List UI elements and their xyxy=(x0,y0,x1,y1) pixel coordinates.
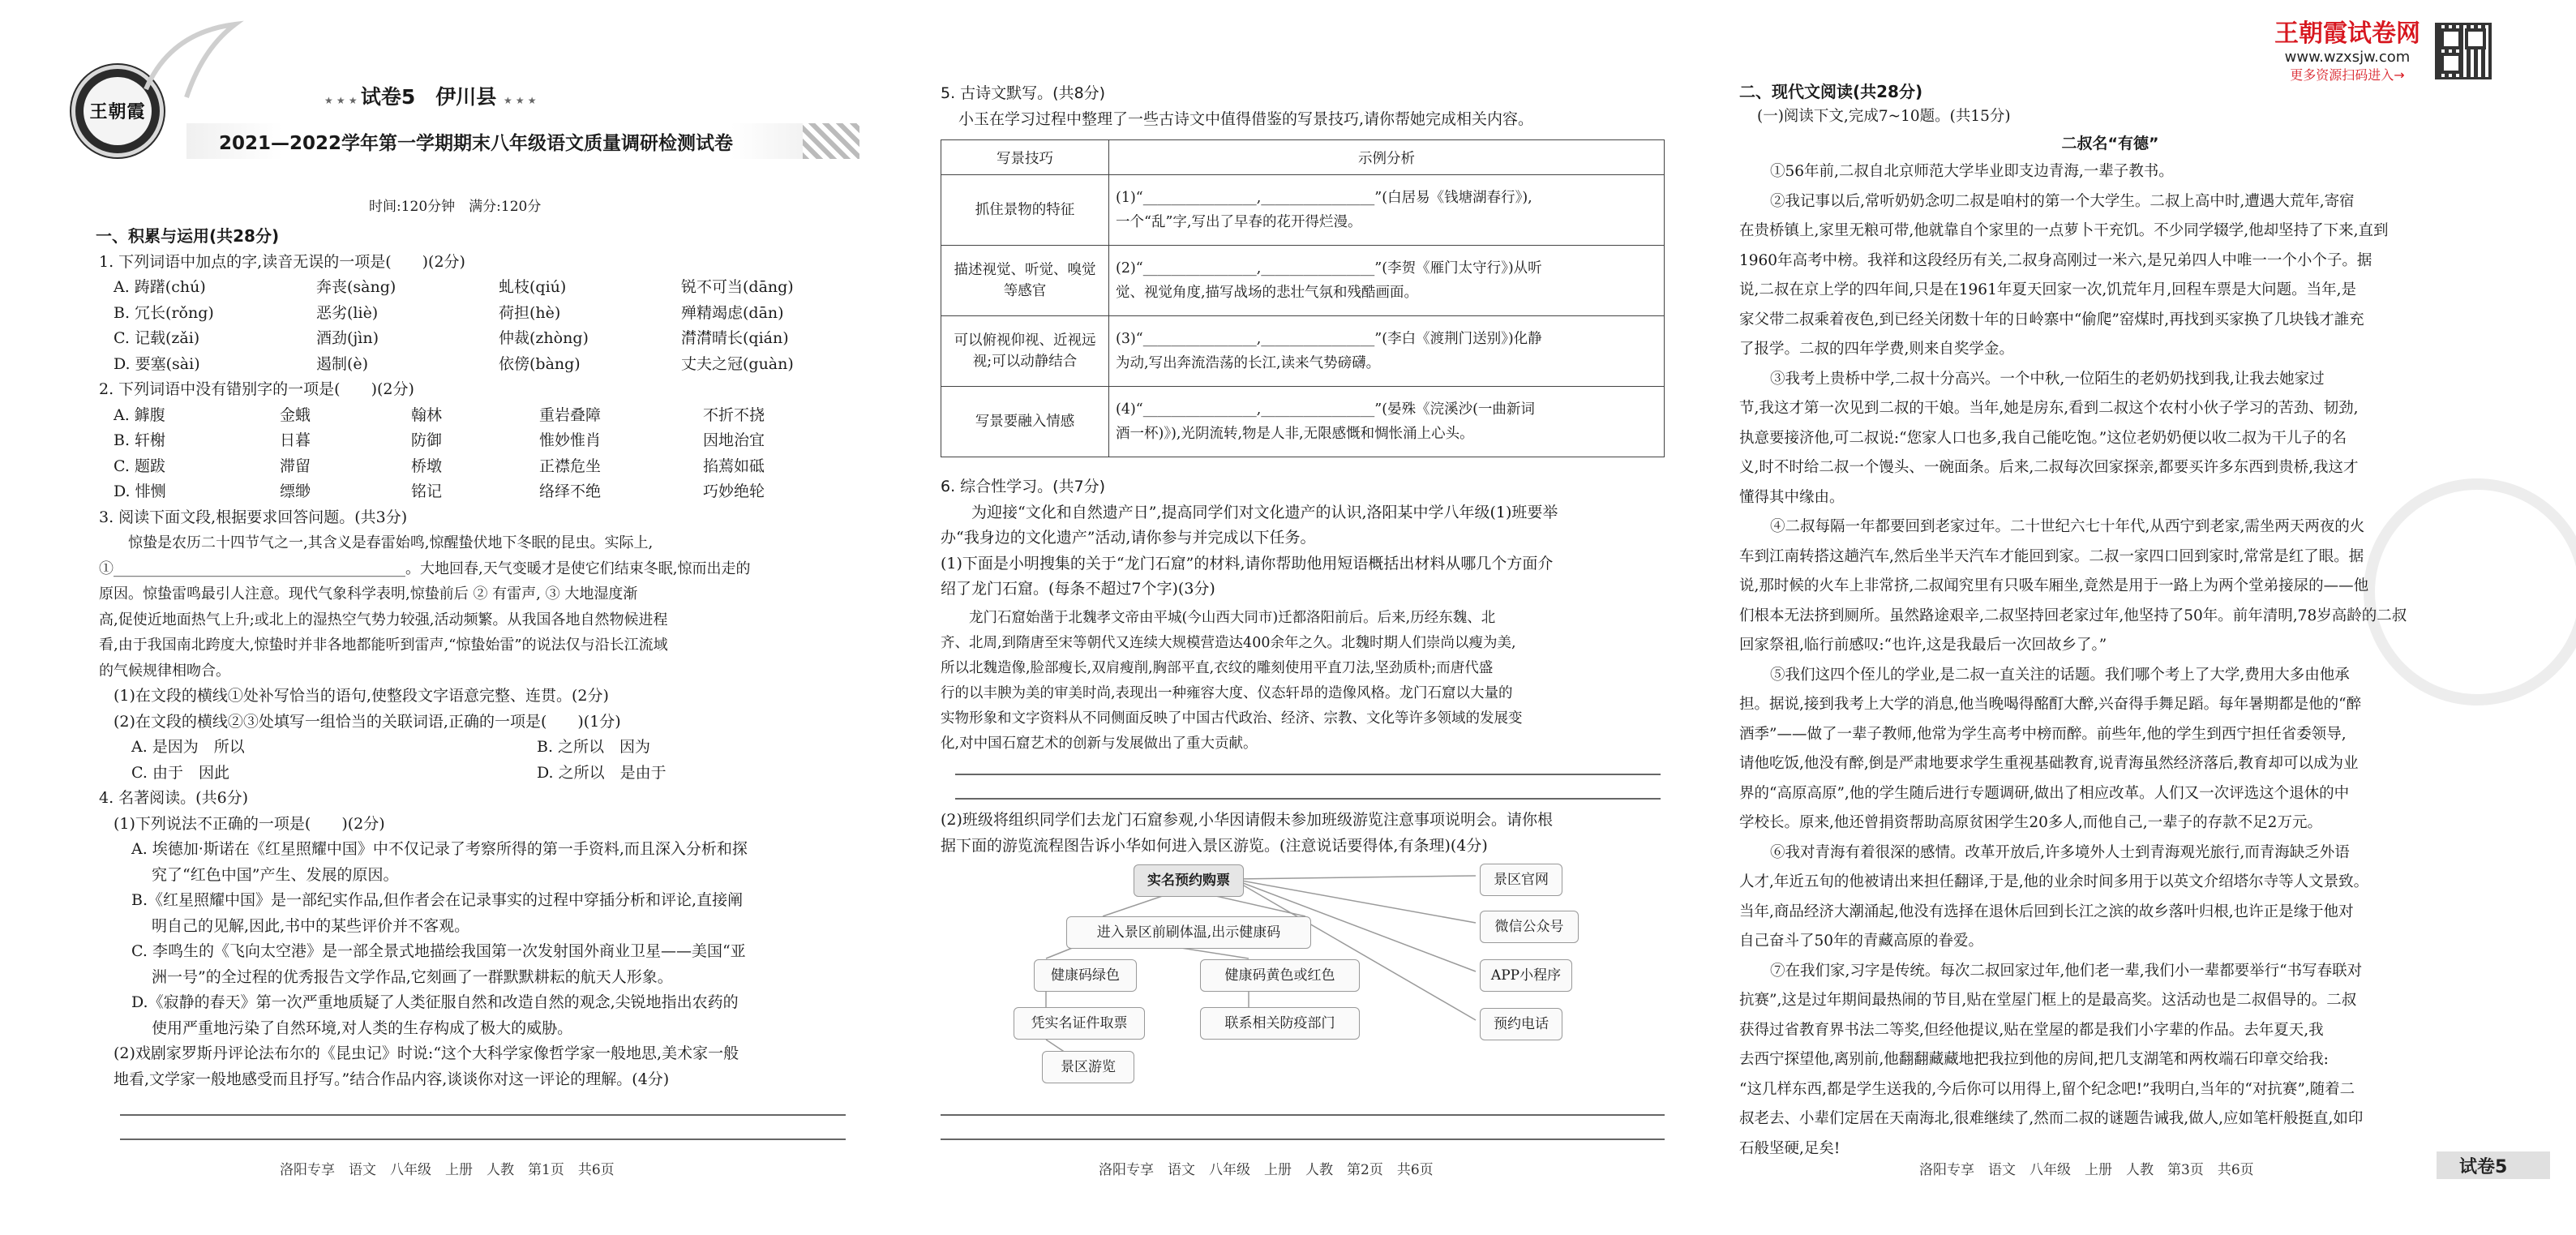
q1-options xyxy=(96,275,858,377)
paper-title: ★ ★ ★ 试卷5 伊川县 ★ ★ ★ xyxy=(324,85,537,109)
flow-node-app: APP小程序 xyxy=(1480,959,1572,992)
q2-option-row xyxy=(114,454,858,480)
q2-option-row xyxy=(114,428,858,454)
q1-option-row xyxy=(114,301,858,327)
example-line: (2)“________________,________________”(李贺《雁门太守行》)从听 xyxy=(1116,260,1542,277)
article-line: 叔老去、小辈们定居在天南海北,很难继续了,然而二叔的谜题告诫我,做人,应如笔杆般挺直,如印 xyxy=(1739,1110,2364,1127)
q3-passage xyxy=(96,530,858,684)
paper-subtitle-band xyxy=(186,123,827,159)
qr-code[interactable] xyxy=(2435,23,2492,79)
table-row xyxy=(941,246,1665,316)
article-line: 当年,商品经济大潮涌起,他没有选择在退休后回到长江之滨的故乡落叶归根,也许正是缘于他对 xyxy=(1739,903,2354,920)
q1-option-cell: 虬枝(qiú) xyxy=(499,278,567,296)
article-line: 家父带二叔乘着夜色,到已经关闭数十年的日岭寨中“偷爬”窑煤时,再找到买家换了几块钱才誰充 xyxy=(1739,311,2364,328)
q2-option-row xyxy=(114,479,858,505)
q6-sub1 xyxy=(941,551,1670,602)
example-line: 为动,写出奔流浩荡的长江,读来气势磅礴。 xyxy=(1116,355,1381,371)
flow-node-booking: 实名预约购票 xyxy=(1134,864,1244,897)
q3-sub2: (2)在文段的横线②③处填写一组恰当的关联词语,正确的一项是( )(1分) xyxy=(114,712,621,731)
article-line: 1960年高考中榜。我祥和这段经历有关,二叔身高刚过一米六,是兄弟四人中唯一一个小个子。据 xyxy=(1739,251,2372,269)
table-header-row xyxy=(941,140,1665,175)
article-line: 石般坚硬,足矣! xyxy=(1739,1139,1841,1157)
q1-option-row xyxy=(114,352,858,378)
technique-cell: 描述视觉、听觉、嗅觉等感官 xyxy=(941,246,1109,316)
q1-option-cell: 锐不可当(dāng) xyxy=(681,278,794,296)
q1-option-row xyxy=(114,326,858,352)
article-line: 车到江南转搭这趟汽车,然后坐半天汽车才能回到家。二叔一家四口回到家时,常常是红了眼。据 xyxy=(1739,547,2364,565)
q6-intro-line: 为迎接“文化和自然遗产日”,提高同学们对文化遗产的认识,洛阳某中学八年级(1)班要举 xyxy=(941,503,1558,521)
article-line: 界的“高原高原”,他的学生随后进行专题调研,做出了相应改革。人们又一次评选这个退休的中 xyxy=(1739,784,2350,802)
paper-number: 试卷5 xyxy=(2459,1157,2508,1177)
q4-option-line: B.《红星照耀中国》是一部纪实作品,但作者会在记录事实的过程中穿插分析和评论,直接阐 xyxy=(131,891,744,909)
passage-line: 所以北魏造像,脸部瘦长,双肩瘦削,胸部平直,衣纹的雕刻使用平直刀法,坚劲质朴;而唐代盛 xyxy=(941,659,1494,676)
q1-option-cell: A. 踌躇(chú) xyxy=(114,278,206,296)
flow-node-green-code: 健康码绿色 xyxy=(1034,959,1137,992)
q4-option-line: 明自己的见解,因此,书中的某些评价并不客观。 xyxy=(131,916,470,935)
article-line: ③我考上贵桥中学,二叔十分高兴。一个中秋,一位陌生的老奶奶找到我,让我去她家过 xyxy=(1770,370,2325,388)
q4-sub1: (1)下列说法不正确的一项是( )(2分) xyxy=(114,814,385,833)
table-row xyxy=(941,175,1665,246)
q1-option-cell: B. 冗长(rǒng) xyxy=(114,303,214,322)
article-line: 懂得其中缘由。 xyxy=(1739,488,1845,506)
article-line: 节,我这才第一次见到二叔的干娘。当年,她是房东,看到二叔这个农村小伙子学习的苦劲、韧劲, xyxy=(1739,400,2359,417)
table-header-skill: 写景技巧 xyxy=(941,140,1109,175)
q1-option-cell: D. 要塞(sài) xyxy=(114,354,200,373)
q2-option-cell: C. 题跋 xyxy=(114,457,165,475)
question-6: 6. 综合性学习。(共7分) xyxy=(941,478,1106,495)
q4-option-line: 究了“红色中国”产生、发展的原因。 xyxy=(131,865,399,884)
answer-line xyxy=(941,1139,1665,1140)
q2-option-cell: 惟妙惟肖 xyxy=(539,431,602,449)
q4-option-line: 洲一号”的全过程的优秀报告文学作品,它刻画了一群默默耕耘的航天人形象。 xyxy=(131,967,673,986)
passage-line: 齐、北周,到隋唐至宋等朝代又连续大规模营造达400余年之久。北魏时期人们崇尚以瘦为美, xyxy=(941,634,1516,651)
answer-line xyxy=(120,1139,846,1140)
q2-option-cell: 不折不挠 xyxy=(703,405,765,424)
q2-option-cell: 日暮 xyxy=(280,431,311,449)
article-line: ①56年前,二叔自北京师范大学毕业即支边青海,一辈子教书。 xyxy=(1770,163,2174,180)
answer-line xyxy=(120,1114,846,1116)
option-c: C. 由于 因此 xyxy=(131,763,229,782)
q4-sub2-line: 地看,文学家一般地感受而且抒写。”结合作品内容,谈谈你对这一评论的理解。(4分) xyxy=(114,1070,670,1088)
question-1: 1. 下列词语中加点的字,读音无误的一项是( )(2分) xyxy=(99,252,465,271)
q6-sub2-line: 据下面的游览流程图告诉小华如何进入景区游览。(注意说话要得体,有条理)(4分) xyxy=(941,836,1488,855)
page-footer: 洛阳专享 语文 八年级 上册 人教 第1页 共6页 xyxy=(280,1162,615,1178)
article-line: 去西宁探望他,离别前,他翻翻藏藏地把我拉到他的房间,把几支湖笔和两枚端石印章交给我: xyxy=(1739,1051,2329,1068)
q2-options xyxy=(96,403,858,505)
q1-option-cell: 恶劣(liè) xyxy=(316,303,379,322)
table-row xyxy=(941,316,1665,387)
q3-options xyxy=(96,735,858,786)
q2-option-cell: D. 悱恻 xyxy=(114,482,166,500)
article-line: 了报学。二叔的四年学费,则来自奖学金。 xyxy=(1739,341,2014,358)
q4-sub2 xyxy=(96,1041,858,1092)
example-cell xyxy=(1109,246,1665,316)
q1-option-cell: 丈夫之冠(guàn) xyxy=(681,354,794,373)
passage-line: ①________________________________________。大地回春,天气变暖才是使它们结束冬眠,惊而出走的 xyxy=(99,560,751,577)
example-line: (4)“________________,________________”(晏殊《浣溪沙(一曲新词 xyxy=(1116,401,1535,418)
scan-hint: 更多资源扫码进入→ xyxy=(2290,67,2405,83)
option-a: A. 是因为 所以 xyxy=(131,738,245,756)
writing-technique-table xyxy=(941,139,1665,457)
star-icon: ★ ★ ★ xyxy=(503,95,537,106)
example-line: (3)“________________,________________”(李白《渡荆门送别》)化静 xyxy=(1116,331,1542,347)
technique-cell: 写景要融入情感 xyxy=(941,387,1109,457)
q1-option-cell: 殚精竭虑(dān) xyxy=(681,303,784,322)
article-line: ⑦在我们家,习字是传统。每次二叔回家过年,他们老一辈,我们小一辈都要举行“书写春联对 xyxy=(1770,962,2363,980)
q1-option-cell: 酒劲(jìn) xyxy=(316,329,379,347)
article-line: ⑤我们这四个侄儿的学业,是二叔一直关注的话题。我们哪个考上了大学,费用大多由他承 xyxy=(1770,666,2350,684)
q2-option-cell: 掐蔫如砥 xyxy=(703,457,765,475)
example-cell xyxy=(1109,316,1665,387)
q1-option-row xyxy=(114,275,858,301)
question-4: 4. 名著阅读。(共6分) xyxy=(99,789,249,807)
table-header-example: 示例分析 xyxy=(1109,140,1665,175)
q1-option-cell: 依傍(bàng) xyxy=(499,354,581,373)
q6-sub1-line: (1)下面是小明搜集的关于“龙门石窟”的材料,请你帮助他用短语概括出材料从哪几个方面介 xyxy=(941,554,1554,572)
q6-passage xyxy=(941,606,1670,757)
article-line: 担。据说,接到我考上大学的消息,他当晚喝得酩酊大醉,兴奋得手舞足蹈。每年暑期都是他的“醉 xyxy=(1739,696,2362,713)
logo-text: 王朝霞 xyxy=(89,101,146,122)
q2-option-cell: 缥缈 xyxy=(280,482,311,500)
q1-option-cell: C. 记载(zǎi) xyxy=(114,329,200,347)
q6-intro xyxy=(941,500,1670,551)
article-line: “这几样东西,都是学生送我的,今后你可以用得上,留个纪念吧!”我明白,当年的“对抗赛”,随着二 xyxy=(1739,1080,2355,1098)
passage-line: 行的以丰腴为美的审美时尚,表现出一种雍容大度、仪态轩昂的造像风格。龙门石窟以大量的 xyxy=(941,684,1513,701)
paper-subtitle: 2021—2022学年第一学期期末八年级语文质量调研检测试卷 xyxy=(219,133,734,154)
q2-option-cell: 络绎不绝 xyxy=(539,482,602,500)
band-pattern xyxy=(803,123,859,159)
example-cell xyxy=(1109,175,1665,246)
q3-sub1: (1)在文段的横线①处补写恰当的语句,使整段文字语意完整、连贯。(2分) xyxy=(114,687,609,705)
q2-option-cell: 金蛾 xyxy=(280,405,311,424)
article-line: 学校长。原来,他还曾捐资帮助高原贫困学生20多人,而他自己,一辈子的存款不足2万元。 xyxy=(1739,814,2322,831)
passage-line: 看,由于我国南北跨度大,惊蛰时并非各地都能听到雷声,“惊蛰始雷”的说法仅与沿长江流域 xyxy=(99,637,668,654)
q6-intro-line: 办“我身边的文化遗产”活动,请你参与并完成以下任务。 xyxy=(941,529,1316,547)
q6-sub1-line: 绍了龙门石窟。(每条不超过7个字)(3分) xyxy=(941,580,1215,598)
flow-node-official-site: 景区官网 xyxy=(1480,864,1562,896)
section-title: 二、现代文阅读(共28分) xyxy=(1739,82,1923,101)
article-line: ⑥我对青海有着很深的感情。改革开放后,许多境外人士到青海观光旅行,而青海缺乏外语 xyxy=(1770,843,2350,861)
q2-option-row xyxy=(114,403,858,429)
question-5: 5. 古诗文默写。(共8分) xyxy=(941,84,1106,102)
star-icon: ★ ★ ★ xyxy=(324,95,361,106)
example-line: 觉、视觉角度,描写战场的悲壮气氛和残酷画面。 xyxy=(1116,285,1419,301)
q2-option-cell: 铭记 xyxy=(411,482,443,500)
flow-node-entry: 进入景区前刷体温,出示健康码 xyxy=(1066,916,1311,949)
q2-option-cell: 巧妙绝轮 xyxy=(703,482,765,500)
time-info: 时间:120分钟 满分:120分 xyxy=(369,199,542,215)
article-line: 请他吃饭,他没有醉,倒是严肃地要求学生重视基础教育,说青海虽然经济落后,教育却可以成为业 xyxy=(1739,755,2359,772)
page-footer: 洛阳专享 语文 八年级 上册 人教 第2页 共6页 xyxy=(1099,1162,1434,1178)
q2-option-cell: 正襟危坐 xyxy=(539,457,602,475)
page-footer: 洛阳专享 语文 八年级 上册 人教 第3页 共6页 xyxy=(1919,1162,2254,1178)
q1-option-cell: 遏制(è) xyxy=(316,354,369,373)
passage-line: 惊蛰是农历二十四节气之一,其含义是春雷始鸣,惊醒蛰伏地下冬眠的昆虫。实际上, xyxy=(99,534,654,551)
article-line: 执意要接济他,可二叔说:“您家人口也多,我自己能吃饱。”这位老奶奶便以收二叔为干儿子的名 xyxy=(1739,429,2347,447)
article-title: 二叔名“有德” xyxy=(2061,135,2159,152)
article-line: 说,二叔在京上学的四年间,只是在1961年夏天回家一次,饥荒年月,回程车票是大问题。当年,是 xyxy=(1739,281,2356,298)
passage-line: 实物形象和文字资料从不同侧面反映了中国古代政治、经济、宗教、文化等许多领域的发展变 xyxy=(941,710,1523,727)
q1-option-cell: 奔丧(sàng) xyxy=(316,278,396,296)
example-cell xyxy=(1109,387,1665,457)
q1-option-cell: 潸潸晴长(qián) xyxy=(681,329,789,347)
answer-line xyxy=(955,798,1661,800)
paper-number-tab xyxy=(2437,1151,2550,1179)
article-line: 义,时不时给二叔一个馒头、一碗面条。后来,二叔每次回家探亲,都要买许多东西到贵桥,我这才 xyxy=(1739,459,2359,476)
q6-sub2 xyxy=(941,808,1670,859)
q4-sub2-line: (2)戏剧家罗斯丹评论法布尔的《昆虫记》时说:“这个大科学家像哲学家一般地思,美术家一般 xyxy=(114,1044,739,1062)
technique-cell: 抓住景物的特征 xyxy=(941,175,1109,246)
article-line: ④二叔每隔一年都要回到老家过年。二十世纪六七十年代,从西宁到老家,需坐两天两夜的火 xyxy=(1770,518,2365,535)
flow-node-ticket: 凭实名证件取票 xyxy=(1014,1007,1145,1040)
passage-line: 化,对中国石窟艺术的创新与发展做出了重大贡献。 xyxy=(941,735,1258,752)
flow-node-tour: 景区游览 xyxy=(1042,1051,1134,1083)
q4-option-line: A. 埃德加·斯诺在《红星照耀中国》中不仅记录了考察所得的第一手资料,而且深入分析和探 xyxy=(131,840,748,858)
q2-option-cell: 桥墩 xyxy=(411,457,443,475)
article-line: 们根本无法挤到厕所。虽然路途艰辛,二叔坚持回老家过年,他坚持了50年。前年清明,78岁高龄的二叔 xyxy=(1739,607,2407,624)
site-brand xyxy=(2266,19,2428,84)
q6-sub2-line: (2)班级将组织同学们去龙门石窟参观,小华因请假未参加班级游览注意事项说明会。请你根 xyxy=(941,811,1553,829)
q1-option-cell: 仲裁(zhòng) xyxy=(499,329,589,347)
page-1 xyxy=(89,0,851,1235)
flow-node-wechat: 微信公众号 xyxy=(1480,911,1579,943)
technique-cell: 可以俯视仰视、近视远视;可以动静结合 xyxy=(941,316,1109,387)
q2-option-cell: 滞留 xyxy=(280,457,311,475)
flow-node-phone: 预约电话 xyxy=(1480,1008,1562,1040)
table-row xyxy=(941,387,1665,457)
question-3: 3. 阅读下面文段,根据要求回答问题。(共3分) xyxy=(99,508,408,526)
example-line: (1)“________________,________________”(白居易《钱塘湖春行》), xyxy=(1116,190,1532,206)
q4-options xyxy=(96,837,858,1041)
brush-decoration xyxy=(138,16,251,105)
flow-node-yellow-red-code: 健康码黄色或红色 xyxy=(1200,959,1360,992)
q2-option-cell: 重岩叠障 xyxy=(539,405,602,424)
site-name: 王朝霞试卷网 xyxy=(2274,19,2420,48)
page-2 xyxy=(941,0,1670,1235)
article-line: 抗赛”,这是过年期间最热闹的节目,贴在堂屋门框上的是最高奖。这活动也是二叔倡导的。二叔 xyxy=(1739,992,2357,1009)
example-line: 一个“乱”字,写出了早春的花开得烂漫。 xyxy=(1116,214,1362,230)
article-line: 酒季”——做了一辈子教师,他常为学生高考中榜而醉。前些年,他的学生到西宁担任省委领导, xyxy=(1739,725,2347,743)
article-line: 在贵桥镇上,家里无粮可带,他就靠自个家里的一点萝卜干充饥。不少同学辍学,他却坚持了下来,直到 xyxy=(1739,222,2389,239)
q4-option-line: D.《寂静的春天》第一次严重地质疑了人类征服自然和改造自然的观念,尖锐地指出农药的 xyxy=(131,993,739,1011)
passage-line: 原因。惊蛰雷鸣最引人注意。现代气象科学表明,惊蛰前后 ② 有雷声, ③ 大地湿度渐 xyxy=(99,585,638,602)
passage-line: 的气候规律相吻合。 xyxy=(99,662,230,680)
article-body xyxy=(1739,157,2481,1164)
article-line: 回家祭祖,临行前感叹:“也许,这是我最后一次回故乡了。” xyxy=(1739,637,2107,654)
q4-option-line: 使用严重地污染了自然环境,对人类的生存构成了极大的威胁。 xyxy=(131,1018,573,1037)
option-d: D. 之所以 是由于 xyxy=(537,763,667,782)
question-2: 2. 下列词语中没有错别字的一项是( )(2分) xyxy=(99,380,414,398)
q2-option-cell: 因地治宜 xyxy=(703,431,765,449)
answer-line xyxy=(941,1114,1665,1116)
answer-line xyxy=(955,774,1661,775)
q2-option-cell: 翰林 xyxy=(411,405,443,424)
section-title: 一、积累与运用(共28分) xyxy=(96,226,280,246)
article-line: ②我记事以后,常听奶奶念叨二叔是咱村的第一个大学生。二叔上高中时,遭遇大荒年,寄宿 xyxy=(1770,192,2355,210)
passage-line: 龙门石窟始凿于北魏孝文帝由平城(今山西大同市)迁都洛阳前后。后来,历经东魏、北 xyxy=(941,609,1496,626)
subsection-title: (一)阅读下文,完成7~10题。(共15分) xyxy=(1757,108,2011,125)
article-line: 自己奋斗了50年的青藏高原的眷爱。 xyxy=(1739,933,1984,950)
site-url[interactable]: www.wzxsjw.com xyxy=(2284,49,2411,66)
section-accumulation xyxy=(96,224,858,1092)
article-line: 人才,年近五旬的他被请出来担任翻译,于是,他的业余时间多用于以英文介绍塔尔寺等人文景致。 xyxy=(1739,873,2369,890)
example-line: 酒一杯)》),光阴流转,物是人非,无限感慨和惆怅涌上心头。 xyxy=(1116,426,1474,442)
page-3 xyxy=(1739,0,2508,1235)
flow-node-epidemic: 联系相关防疫部门 xyxy=(1200,1007,1360,1040)
option-b: B. 之所以 因为 xyxy=(537,738,651,756)
passage-line: 高,促使近地面热气上升;或北上的湿热空气势力较强,活动频繁。从我国各地自然物候进程 xyxy=(99,611,668,628)
q1-option-cell: 荷担(hè) xyxy=(499,303,561,322)
q2-option-cell: A. 鎼腹 xyxy=(114,405,165,424)
article-line: 说,那时候的火车上非常挤,二叔闻究里有只吸车厢坐,竟然是用于一路上为两个堂弟接尿的——他 xyxy=(1739,577,2369,594)
q2-option-cell: B. 轩榭 xyxy=(114,431,166,449)
article-line: 获得过省教育界书法二等奖,但经他提议,贴在堂屋的都是我们小字辈的作品。去年夏天,我 xyxy=(1739,1021,2324,1039)
q2-option-cell: 防御 xyxy=(411,431,443,449)
q5-intro: 小玉在学习过程中整理了一些古诗文中值得借鉴的写景技巧,请你帮她完成相关内容。 xyxy=(958,109,1534,128)
q4-option-line: C. 李鸣生的《飞向太空港》是一部全景式地描绘我国第一次发射国外商业卫星——美国“亚 xyxy=(131,942,746,960)
